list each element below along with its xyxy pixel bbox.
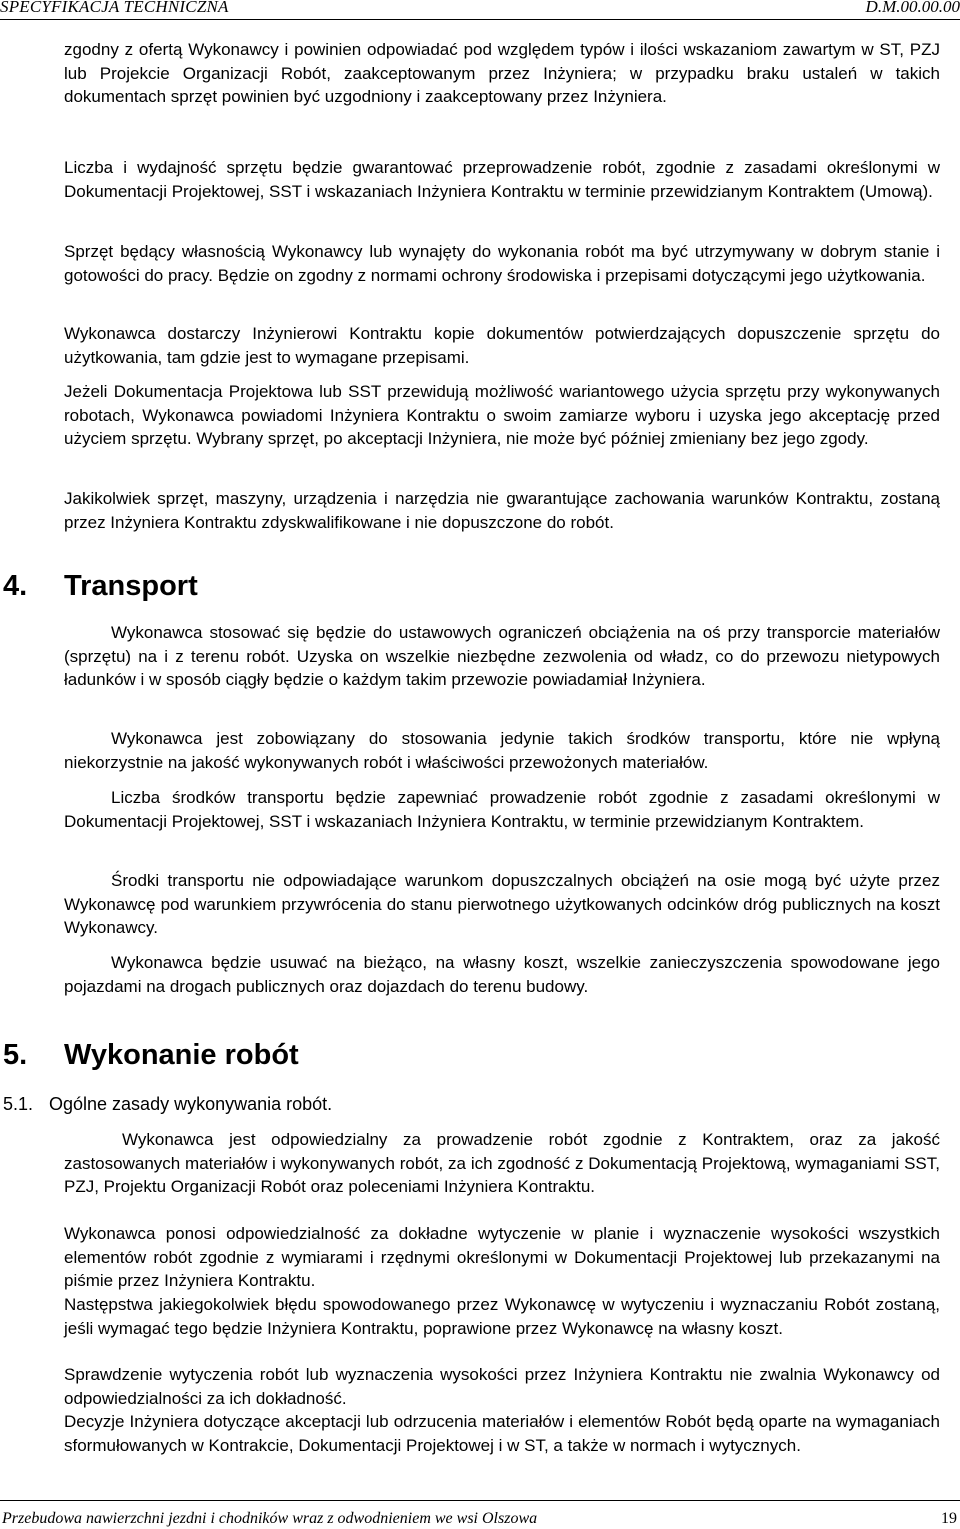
transport-paragraph-2: Wykonawca jest zobowiązany do stosowania jedynie takich środków transportu, które nie wpłyną niekorzystnie na jakość wykonywanych robót i właściwości przewożonych materiałów. xyxy=(64,729,940,772)
wykonanie-paragraph-3: Następstwa jakiegokolwiek błędu spowodowanego przez Wykonawcę w wytyczeniu i wyznaczaniu Robót zostaną, jeśli wymagać tego będzie Inżyniera Kontraktu, poprawione przez Wykonawcę na własny koszt. xyxy=(64,1295,940,1338)
transport-paragraph-5: Wykonawca będzie usuwać na bieżąco, na własny koszt, wszelkie zanieczyszczenia spowodowane jego pojazdami na drogach publicznych oraz dojazdach do terenu budowy. xyxy=(64,953,940,996)
intro-paragraph-5: Jeżeli Dokumentacja Projektowa lub SST przewidują możliwość wariantowego użycia sprzętu przy wykonywanych robotach, Wykonawca powiadomi Inżyniera Kontraktu o swoim zamiarze wyboru i uzyska jego akceptację przed użyciem sprzętu. Wybrany sprzęt, po akceptacji Inżyniera, nie może być później zmieniany bez jego zgody. xyxy=(64,382,940,448)
wykonanie-paragraph-4: Sprawdzenie wytyczenia robót lub wyznaczenia wysokości przez Inżyniera Kontraktu nie zwalnia Wykonawcy od odpowiedzialności za ich dokładność. xyxy=(64,1365,940,1408)
section-number: 5. xyxy=(3,1039,28,1071)
page-number: 19 xyxy=(941,1510,957,1527)
footer-rule xyxy=(0,1500,960,1501)
page-header xyxy=(0,0,960,20)
transport-paragraph-4: Środki transportu nie odpowiadające warunkom dopuszczalnych obciążeń na osie mogą być użyte przez Wykonawcę pod warunkiem przywrócenia do stanu pierwotnego użytkowanych odcinków dróg publicznych na koszt Wykonawcy. xyxy=(64,871,940,937)
section-number: 4. xyxy=(3,570,28,602)
header-rule xyxy=(0,19,960,20)
project-title: Przebudowa nawierzchni jezdni i chodników wraz z odwodnieniem we wsi Olszowa xyxy=(2,1510,538,1527)
transport-paragraph-3: Liczba środków transportu będzie zapewniać prowadzenie robót zgodnie z zasadami określonymi w Dokumentacji Projektowej, SST i wskazaniach Inżyniera Kontraktu, w terminie przewidzianym Kontraktem. xyxy=(64,788,940,831)
section-title: Wykonanie robót xyxy=(64,1039,299,1071)
document-code: D.M.00.00.00 xyxy=(865,0,960,16)
intro-paragraph-1: zgodny z ofertą Wykonawcy i powinien odpowiadać pod względem typów i ilości wskazaniom zawartym w ST, PZJ lub Projekcie Organizacji Robót, zaakceptowanym przez Inżyniera; w przypadku braku ustaleń w takich dokumentach sprzęt powinien być uzgodniony i zaakceptowany przez Inżyniera. xyxy=(64,40,940,106)
wykonanie-paragraph-1: Wykonawca jest odpowiedzialny za prowadzenie robót zgodnie z Kontraktem, oraz za jakość zastosowanych materiałów i wykonywanych robót, za ich zgodność z Dokumentacją Projektową, wymaganiami SST, PZJ, Projektu Organizacji Robót oraz poleceniami Inżyniera Kontraktu. xyxy=(64,1130,940,1196)
wykonanie-paragraph-5: Decyzje Inżyniera dotyczące akceptacji lub odrzucenia materiałów i elementów Robót będą oparte na wymaganiach sformułowanych w Kontrakcie, Dokumentacji Projektowej i w ST, a także w normach i wytycznych. xyxy=(64,1412,940,1455)
intro-paragraph-6: Jakikolwiek sprzęt, maszyny, urządzenia i narzędzia nie gwarantujące zachowania warunków Kontraktu, zostaną przez Inżyniera Kontraktu zdyskwalifikowane i nie dopuszczone do robót. xyxy=(64,489,940,532)
intro-paragraph-3: Sprzęt będący własnością Wykonawcy lub wynajęty do wykonania robót ma być utrzymywany w dobrym stanie i gotowości do pracy. Będzie on zgodny z normami ochrony środowiska i przepisami dotyczącymi jego użytkowania. xyxy=(64,242,940,285)
document-title: SPECYFIKACJA TECHNICZNA xyxy=(0,0,229,16)
intro-paragraph-2: Liczba i wydajność sprzętu będzie gwarantować przeprowadzenie robót, zgodnie z zasadami określonymi w Dokumentacji Projektowej, SST i wskazaniach Inżyniera Kontraktu w terminie przewidzianym Kontraktem (Umową). xyxy=(64,158,940,201)
page-footer xyxy=(0,1500,960,1529)
transport-paragraph-1: Wykonawca stosować się będzie do ustawowych ograniczeń obciążenia na oś przy transporcie materiałów (sprzętu) na i z terenu robót. Uzyska on wszelkie niezbędne zezwolenia od władz, co do przewozu nietypowych ładunków i w sposób ciągły będzie o każdym takim przewozie powiadamiał Inżyniera. xyxy=(64,623,940,689)
wykonanie-paragraph-2: Wykonawca ponosi odpowiedzialność za dokładne wytyczenie w planie i wyznaczenie wysokości wszystkich elementów robót zgodnie z wymiarami i rzędnymi określonymi w Dokumentacji Projektowej lub przekazanymi na piśmie przez Inżyniera Kontraktu. xyxy=(64,1224,940,1290)
intro-paragraph-4: Wykonawca dostarczy Inżynierowi Kontraktu kopie dokumentów potwierdzających dopuszczenie sprzętu do użytkowania, tam gdzie jest to wymagane przepisami. xyxy=(64,324,940,367)
subsection-number: 5.1. xyxy=(3,1094,34,1114)
section-title: Transport xyxy=(64,570,198,602)
subsection-title: Ogólne zasady wykonywania robót. xyxy=(49,1094,333,1114)
